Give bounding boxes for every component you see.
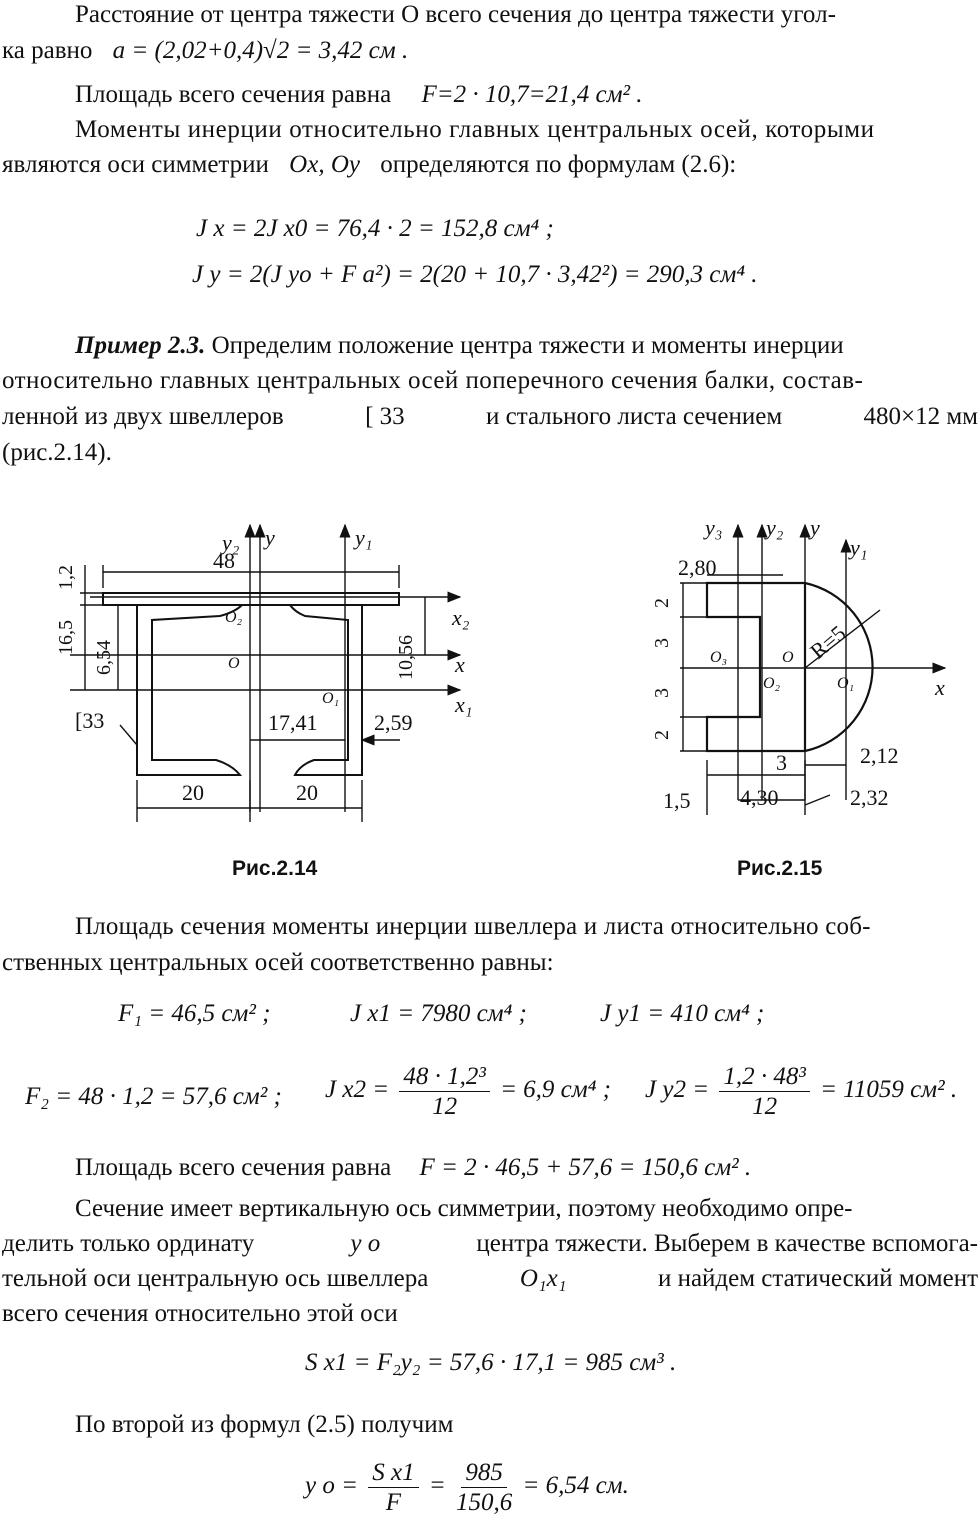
yo-denominator-2: 150,6 [455,1489,513,1516]
label-y3: y₃ [705,515,723,540]
dim-3-upper: 3 [651,638,673,648]
label-O3: O₃ [710,649,728,666]
label-channel-33: [33 [75,708,105,733]
formula-jx: J x = 2J x0 = 76,4 · 2 = 152,8 см⁴ ; [196,215,554,242]
dim-2-80: 2,80 [678,555,717,580]
intro-line-3-text: Площадь всего сечения равна [75,81,392,108]
formula-f1: F₁ = 46,5 см² ; [118,1000,271,1027]
dim-1-2: 1,2 [55,565,77,590]
dim-17-41: 17,41 [268,710,318,735]
label-y1-b: y₁ [850,535,868,560]
label-O2-b: O₂ [763,675,781,692]
yo-numerator-2: 985 [461,1460,507,1488]
label-x: x [455,652,465,677]
jy2-numerator: 1,2 · 48³ [719,1064,810,1092]
dim-20-right: 20 [296,780,318,805]
label-O2: O₂ [225,609,243,626]
example-line-2-text: относительно главных центральных осей поперечного сечения балки, состав- [2,367,864,394]
example-label: Пример 2.3. [75,332,206,359]
dim-2-12: 2,12 [860,743,899,768]
example-line-3-c: и стального листа сечением [485,403,783,430]
formula-area: F=2 · 10,7=21,4 см² . [421,81,643,108]
figure-2-15 [640,512,975,832]
label-O-b: O [782,649,794,666]
formula-yo [305,1460,629,1515]
label-x2: x₂ [452,605,470,630]
jy2-denominator: 12 [752,1093,778,1120]
jx2-denominator: 12 [432,1093,458,1120]
body-p3-line-1: Сечение имеет вертикальную ось симметрии, поэтому необходимо опре- [75,1195,853,1222]
jx2-numerator: 48 · 1,2³ [399,1064,490,1092]
jy2-fraction [719,1064,810,1119]
body-p2-text: Площадь всего сечения равна [75,1154,392,1181]
dim-1-5: 1,5 [663,788,691,813]
dim-48: 48 [213,548,235,573]
dim-3-bottom: 3 [776,750,787,775]
body-p3-line-2-c: центра тяжести. Выберем в качестве вспомога- [476,1230,978,1257]
body-p2 [75,1155,751,1180]
body-p3-line-3-c: и найдем статический момент [657,1265,978,1292]
intro-line-2 [2,38,408,63]
formula-jy1: J y1 = 410 см⁴ ; [600,1000,765,1027]
label-O1-b: O₁ [837,675,855,692]
yo-equals: = [428,1472,446,1500]
example-line-2 [2,368,863,393]
body-p3-line-3-a: тельной оси центральную ось швеллера [2,1265,429,1292]
jy2-lhs: J y2 = [645,1076,710,1104]
yo-lhs: y o = [305,1472,358,1500]
intro-line-5 [2,152,736,177]
formula-f2: F₂ = 48 · 1,2 = 57,6 см² ; [25,1083,282,1110]
example-line-4 [2,440,112,465]
intro-line-4-text: Моменты инерции относительно главных центральных осей, которыми [75,116,875,143]
steel-plate [103,593,399,605]
yo-rhs: = 6,54 см. [522,1472,629,1500]
caption-fig-2-14: Рис.2.14 [232,857,318,880]
example-line-1-text: Определим положение центра тяжести и моменты инерции [211,332,844,359]
body-p3-line-2 [2,1231,978,1256]
dim-2-59: 2,59 [374,710,413,735]
dim-6-54: 6,54 [93,640,115,675]
intro-line-3 [75,82,643,107]
axes-ox-oy: Ox, Oy [289,151,360,178]
label-radius: R=5 [805,620,851,664]
jx2-fraction [399,1064,490,1119]
label-y-b: y [810,515,820,540]
body-p1-line-1: Площадь сечения моменты инерции швеллера и листа относительно соб- [75,913,871,940]
intro-line-5-suffix: определяются по формулам (2.6): [380,151,737,178]
symbol-o1x1: O₁x₁ [519,1265,567,1292]
formula-jy: J y = 2(J yo + F a²) = 2(20 + 10,7 · 3,42²) = 290,3 см⁴ . [192,261,758,288]
intro-line-5-prefix: являются оси симметрии [2,151,269,178]
sheet-size: 480×12 мм [863,403,978,430]
formula-jx1: J x1 = 7980 см⁴ ; [350,1000,527,1027]
yo-fraction-2 [456,1460,512,1515]
dim-16-5: 16,5 [55,620,77,655]
example-line-4-text: (рис.2.14). [2,439,112,466]
section-outline [707,583,873,751]
channel-designation: [ 33 [365,403,405,430]
dim-10-56: 10,56 [395,635,417,680]
dim-4-30: 4,30 [740,785,779,810]
dim-2-top: 2 [651,598,673,608]
label-y2-b: y₂ [766,515,784,540]
label-x-b: x [935,675,945,700]
dim-2-bottom: 2 [651,730,673,740]
intro-line-4 [75,117,875,142]
dim-20-left: 20 [182,780,204,805]
formula-jx2 [325,1064,611,1119]
body-p4: По второй из формул (2.5) получим [75,1411,454,1438]
jx2-rhs: = 6,9 см⁴ ; [500,1076,611,1104]
figure-2-14 [40,515,490,835]
formula-f-total: F = 2 · 46,5 + 57,6 = 150,6 см² . [419,1154,752,1181]
label-y1: y₁ [355,525,373,550]
body-p1-line-2: ственных центральных осей соответственно равны: [2,949,554,976]
body-p3-line-2-a: делить только ординату [2,1230,255,1257]
jy2-rhs: = 11059 см² . [820,1076,958,1104]
yo-fraction-1 [368,1460,418,1515]
intro-line-2-prefix: ка равно [2,37,93,64]
symbol-yo: y o [350,1230,381,1257]
body-p3-line-3 [2,1266,978,1291]
label-y: y [265,525,275,550]
body-p3-line-4: всего сечения относительно этой оси [2,1300,398,1327]
intro-line-1-text: Расстояние от центра тяжести O всего сечения до центра тяжести угол- [75,1,836,28]
jx2-lhs: J x2 = [325,1076,390,1104]
label-O1: O₁ [322,690,340,707]
label-O: O [228,655,240,672]
formula-jy2 [645,1064,957,1119]
caption-fig-2-15: Рис.2.15 [737,857,823,880]
label-y2: y₂ [222,530,240,555]
example-line-3-a: ленной из двух швеллеров [2,403,284,430]
dim-3-lower: 3 [651,688,673,698]
example-line-3 [2,404,978,429]
yo-numerator-1: S x1 [368,1460,418,1488]
intro-line-1 [75,2,978,27]
formula-a: a = (2,02+0,4)√2 = 3,42 см . [112,37,409,64]
example-line-1 [75,333,844,358]
formula-sx1: S x1 = F₂y₂ = 57,6 · 17,1 = 985 см³ . [305,1349,677,1376]
yo-denominator-1: F [385,1489,402,1516]
dim-2-32: 2,32 [850,785,889,810]
label-x1: x₁ [455,692,473,717]
